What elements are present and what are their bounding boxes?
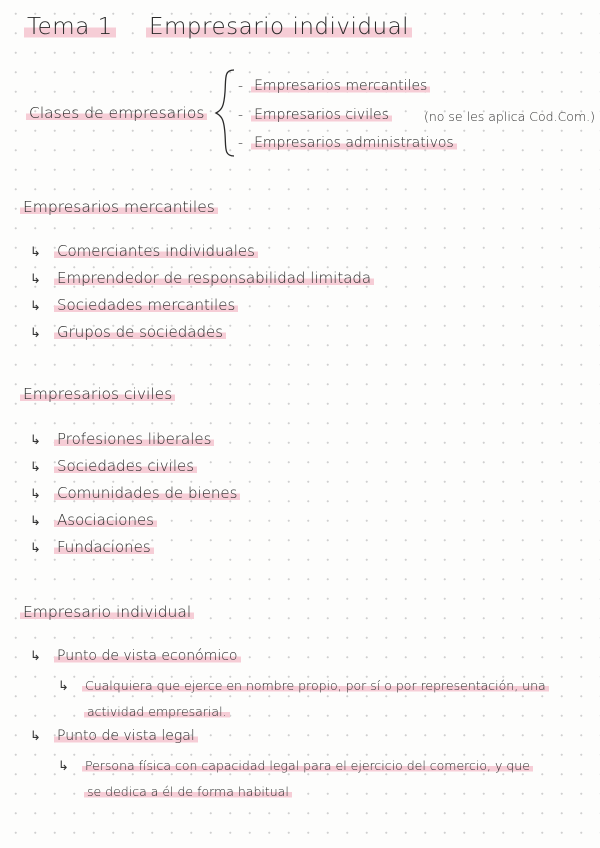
classes-label: Clases de empresarios	[26, 104, 207, 122]
legal-text-line1: ↳ Persona física con capacidad legal para el ejercicio del comercio, y que	[58, 758, 533, 774]
list-item: ↳ Emprendedor de responsabilidad limitada	[30, 269, 374, 287]
arrow-bullet-icon: ↳	[30, 299, 41, 314]
arrow-bullet-icon: ↳	[30, 487, 41, 502]
arrow-bullet-icon: ↳	[30, 326, 41, 341]
page-title: Empresario individual	[146, 14, 412, 40]
topic-label: Tema 1	[24, 14, 116, 40]
civiles-heading: Empresarios civiles	[20, 385, 175, 403]
list-item: ↳ Fundaciones	[30, 538, 154, 556]
economico-label: ↳ Punto de vista económico	[30, 648, 241, 664]
list-item: ↳ Profesiones liberales	[30, 430, 214, 448]
arrow-bullet-icon: ↳	[30, 272, 41, 287]
arrow-bullet-icon: ↳	[30, 541, 41, 556]
arrow-bullet-icon: ↳	[30, 460, 41, 475]
arrow-bullet-icon: ↳	[58, 759, 69, 774]
arrow-bullet-icon: ↳	[30, 729, 41, 744]
arrow-bullet-icon: ↳	[30, 514, 41, 529]
economico-text-line1: ↳ Cualquiera que ejerce en nombre propio, por sí o por representación, una	[58, 678, 549, 694]
individual-heading: Empresario individual	[20, 603, 194, 621]
arrow-bullet-icon: ↳	[30, 649, 41, 664]
arrow-bullet-icon: ↳	[30, 245, 41, 260]
economico-text-line2: actividad empresarial.	[84, 704, 230, 719]
curly-brace-icon	[214, 68, 236, 158]
class-type-civiles: - Empresarios civiles	[238, 107, 392, 123]
list-item: ↳ Sociedades civiles	[30, 457, 197, 475]
list-item: ↳ Comerciantes individuales	[30, 242, 258, 260]
list-item: ↳ Comunidades de bienes	[30, 484, 240, 502]
class-type-mercantiles: - Empresarios mercantiles	[238, 78, 430, 94]
civiles-note: (no se les aplica Cod.Com.)	[424, 109, 595, 124]
class-type-administrativos: - Empresarios administrativos	[238, 135, 457, 151]
arrow-bullet-icon: ↳	[30, 433, 41, 448]
legal-text-line2: se dedica a él de forma habitual	[84, 784, 292, 799]
list-item: ↳ Grupos de sociedades	[30, 323, 226, 341]
list-item: ↳ Sociedades mercantiles	[30, 296, 238, 314]
arrow-bullet-icon: ↳	[58, 679, 69, 694]
mercantiles-heading: Empresarios mercantiles	[20, 198, 218, 216]
legal-label: ↳ Punto de vista legal	[30, 728, 198, 744]
list-item: ↳ Asociaciones	[30, 511, 157, 529]
